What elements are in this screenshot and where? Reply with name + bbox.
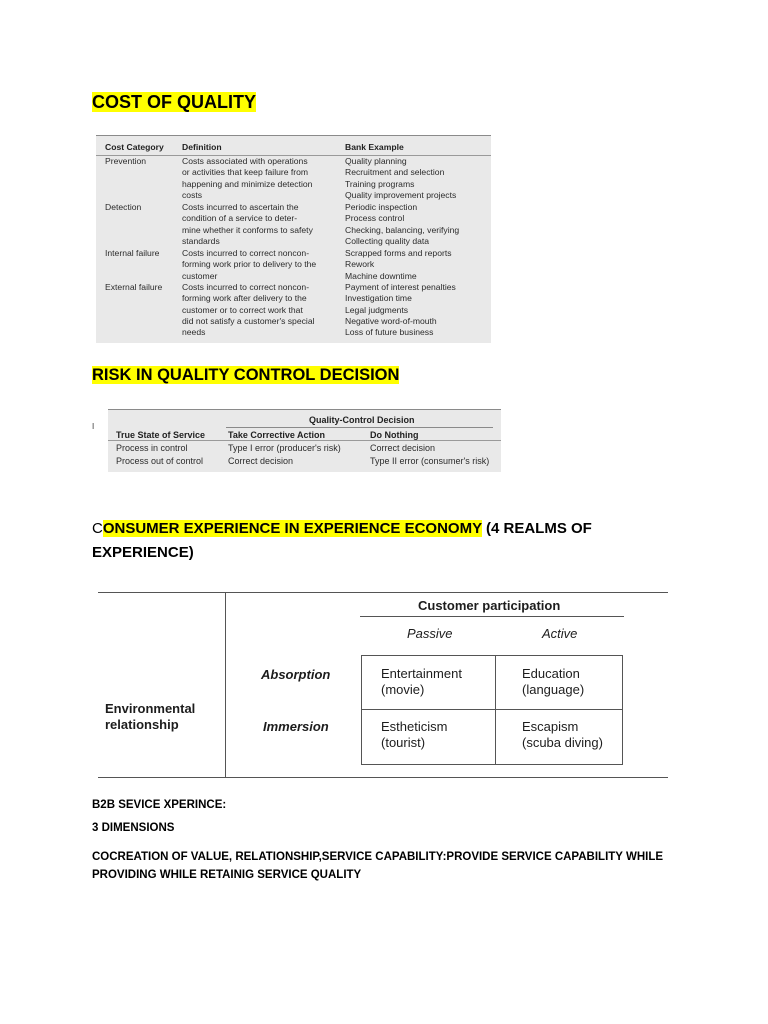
dimensions-paragraph: COCREATION OF VALUE, RELATIONSHIP,SERVICE CAPABILITY:PROVIDE SERVICE CAPABILITY WHILE PROVIDING WHILE RETAINIG SERVICE QUALITY <box>92 851 664 881</box>
column-header-bank-example: Bank Example <box>345 142 404 152</box>
table-cell-category: Prevention <box>105 156 147 166</box>
realm-cell-estheticism: Estheticism (tourist) <box>381 719 448 750</box>
table-cell-examples: Quality planning Recruitment and selection Training programs Quality improvement projects <box>345 156 457 200</box>
header-divider <box>108 440 501 441</box>
column-group-underline <box>360 616 624 617</box>
row-header-immersion: Immersion <box>263 719 329 734</box>
dimensions-heading: 3 DIMENSIONS <box>92 822 175 834</box>
heading-cost-of-quality: COST OF QUALITY <box>92 92 256 112</box>
risk-table <box>108 409 501 472</box>
column-header-true-state: True State of Service <box>116 430 206 440</box>
table-cell-examples: Scrapped forms and reports Rework Machine downtime <box>345 248 452 281</box>
column-header-cost-category: Cost Category <box>105 142 164 152</box>
column-header-passive: Passive <box>407 626 453 641</box>
stray-mark: I <box>92 422 95 431</box>
table-cell-category: External failure <box>105 282 163 292</box>
table-cell: Correct decision <box>228 455 294 466</box>
row-group-environmental-relationship: Environmental relationship <box>105 701 196 732</box>
realm-cell-escapism: Escapism (scuba diving) <box>522 719 603 750</box>
column-group-customer-participation: Customer participation <box>418 598 561 613</box>
heading-consumer-experience: CONSUMER EXPERIENCE IN EXPERIENCE ECONOMY (4 REALMS OF EXPERIENCE) <box>92 520 592 561</box>
table-cell-definition: Costs associated with operations or activities that keep failure from happening and minimize detection costs <box>182 156 313 200</box>
table-cell-definition: Costs incurred to correct noncon- forming work prior to delivery to the customer <box>182 248 317 281</box>
group-header-underline <box>226 427 493 428</box>
heading-risk: RISK IN QUALITY CONTROL DECISION <box>92 366 400 384</box>
column-header-definition: Definition <box>182 142 222 152</box>
diagram-vertical-divider <box>225 592 226 778</box>
experience-realms-diagram <box>98 592 668 778</box>
table-cell: Type II error (consumer's risk) <box>370 455 490 466</box>
table-cell: Correct decision <box>370 443 436 453</box>
grid-vertical-line <box>495 656 496 764</box>
column-header-corrective-action: Take Corrective Action <box>228 430 326 440</box>
diagram-top-border <box>98 592 668 593</box>
table-cell-definition: Costs incurred to correct noncon- forming work after delivery to the customer or to correct work that did not satisfy a customer's special needs <box>182 282 315 338</box>
grid-horizontal-line <box>362 709 622 710</box>
table-cell-category: Internal failure <box>105 248 160 258</box>
realm-cell-education: Education (language) <box>522 666 585 697</box>
table-cell: Type I error (producer's risk) <box>228 443 341 453</box>
diagram-bottom-border <box>98 777 668 778</box>
table-cell-examples: Periodic inspection Process control Checking, balancing, verifying Collecting quality data <box>345 202 460 246</box>
b2b-heading: B2B SEVICE XPERINCE: <box>92 799 227 811</box>
column-header-active: Active <box>542 626 578 641</box>
column-header-do-nothing: Do Nothing <box>370 430 419 440</box>
group-header-qc-decision: Quality-Control Decision <box>309 415 415 425</box>
table-cell-definition: Costs incurred to ascertain the condition of a service to deter- mine whether it conforms to safety standards <box>182 202 313 246</box>
table-cell-category: Detection <box>105 202 142 212</box>
realm-cell-entertainment: Entertainment (movie) <box>381 666 462 697</box>
table-cell: Process in control <box>116 443 188 453</box>
table-cell-examples: Payment of interest penalties Investigation time Legal judgments Negative word-of-mouth Loss of future business <box>345 282 456 338</box>
row-header-absorption: Absorption <box>261 667 331 682</box>
cost-of-quality-table <box>96 135 491 343</box>
table-cell: Process out of control <box>116 455 204 466</box>
